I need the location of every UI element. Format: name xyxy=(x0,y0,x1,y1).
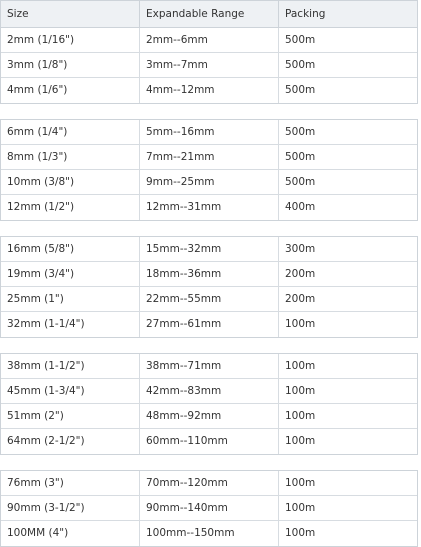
table-row xyxy=(1,312,417,337)
cell-expandable-range: 12mm--31mm xyxy=(140,195,279,220)
cell-packing: 500m xyxy=(285,151,316,163)
cell-expandable-range: 9mm--25mm xyxy=(140,170,279,194)
cell-size: 64mm (2-1/2") xyxy=(1,429,140,454)
cell-expandable-range: 22mm--55mm xyxy=(140,287,279,311)
cell-packing: 300m xyxy=(285,243,316,255)
cell-size: 2mm (1/16") xyxy=(1,28,140,52)
cell-size: 76mm (3") xyxy=(1,471,140,495)
cell-packing: 400m xyxy=(285,201,316,213)
cell-packing: 200m xyxy=(285,268,316,280)
table-row xyxy=(1,262,417,287)
row-group xyxy=(0,236,418,338)
cell-size: 19mm (3/4") xyxy=(1,262,140,286)
cell-expandable-range: 60mm--110mm xyxy=(140,429,279,454)
row-group xyxy=(0,353,418,455)
cell-packing: 500m xyxy=(285,84,316,96)
cell-packing: 100m xyxy=(285,527,316,539)
cell-size: 12mm (1/2") xyxy=(1,195,140,220)
table-row xyxy=(1,28,417,53)
table-row xyxy=(1,496,417,521)
cell-packing: 500m xyxy=(285,34,316,46)
cell-expandable-range: 18mm--36mm xyxy=(140,262,279,286)
cell-size: 3mm (1/8") xyxy=(1,53,140,77)
table-row xyxy=(1,287,417,312)
cell-expandable-range: 7mm--21mm xyxy=(140,145,279,169)
cell-size: 32mm (1-1/4") xyxy=(1,312,140,337)
cell-expandable-range: 48mm--92mm xyxy=(140,404,279,428)
table-row xyxy=(1,404,417,429)
table-row xyxy=(1,379,417,404)
row-group xyxy=(0,470,418,547)
table-row xyxy=(1,521,417,546)
table-row xyxy=(1,120,417,145)
cell-expandable-range: 90mm--140mm xyxy=(140,496,279,520)
cell-packing: 500m xyxy=(285,176,316,188)
group-spacer xyxy=(0,104,418,119)
cell-packing: 100m xyxy=(285,385,316,397)
cell-expandable-range: 2mm--6mm xyxy=(140,28,279,52)
table-body xyxy=(0,28,418,547)
cell-expandable-range: 4mm--12mm xyxy=(140,78,279,103)
table-row xyxy=(1,145,417,170)
table-row xyxy=(1,78,417,103)
table-row xyxy=(1,429,417,454)
cell-packing: 100m xyxy=(285,410,316,422)
cell-expandable-range: 42mm--83mm xyxy=(140,379,279,403)
cell-size: 90mm (3-1/2") xyxy=(1,496,140,520)
cell-expandable-range: 100mm--150mm xyxy=(140,521,279,546)
cell-expandable-range: 3mm--7mm xyxy=(140,53,279,77)
cell-size: 25mm (1") xyxy=(1,287,140,311)
cell-packing: 100m xyxy=(285,318,316,330)
header-size: Size xyxy=(1,1,140,27)
cell-packing: 200m xyxy=(285,293,316,305)
cell-expandable-range: 27mm--61mm xyxy=(140,312,279,337)
header-expandable-range: Expandable Range xyxy=(140,1,279,27)
table-row xyxy=(1,237,417,262)
cell-expandable-range: 70mm--120mm xyxy=(140,471,279,495)
row-group xyxy=(0,28,418,104)
cell-packing: 100m xyxy=(285,435,316,447)
row-group xyxy=(0,119,418,221)
cell-size: 8mm (1/3") xyxy=(1,145,140,169)
cell-expandable-range: 15mm--32mm xyxy=(140,237,279,261)
cell-packing: 500m xyxy=(285,126,316,138)
cell-size: 4mm (1/6") xyxy=(1,78,140,103)
header-packing: Packing xyxy=(285,8,326,20)
table-row xyxy=(1,53,417,78)
cell-size: 6mm (1/4") xyxy=(1,120,140,144)
cell-size: 10mm (3/8") xyxy=(1,170,140,194)
cell-packing: 100m xyxy=(285,502,316,514)
cell-packing: 100m xyxy=(285,477,316,489)
table-row xyxy=(1,195,417,220)
table-row xyxy=(1,471,417,496)
table-row xyxy=(1,354,417,379)
table-header xyxy=(0,0,418,28)
cell-size: 45mm (1-3/4") xyxy=(1,379,140,403)
table-row xyxy=(1,170,417,195)
cell-size: 100MM (4") xyxy=(1,521,140,546)
group-spacer xyxy=(0,455,418,470)
group-spacer xyxy=(0,221,418,236)
group-spacer xyxy=(0,338,418,353)
cell-packing: 500m xyxy=(285,59,316,71)
cell-expandable-range: 5mm--16mm xyxy=(140,120,279,144)
cell-size: 16mm (5/8") xyxy=(1,237,140,261)
cell-expandable-range: 38mm--71mm xyxy=(140,354,279,378)
cell-packing: 100m xyxy=(285,360,316,372)
cell-size: 38mm (1-1/2") xyxy=(1,354,140,378)
cell-size: 51mm (2") xyxy=(1,404,140,428)
